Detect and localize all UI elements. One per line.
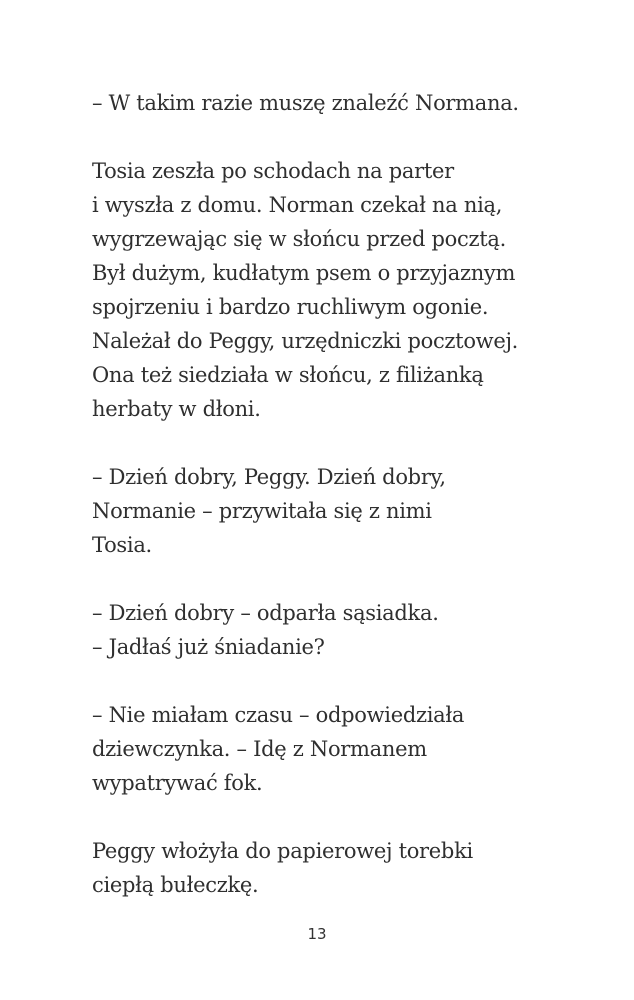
paragraph-6 <box>92 834 562 902</box>
text-line: – Jadłaś już śniadanie? <box>92 635 325 659</box>
paragraph-1 <box>92 86 562 120</box>
text-line: herbaty w dłoni. <box>92 397 261 421</box>
page-text <box>92 86 562 936</box>
text-line: spojrzeniu i bardzo ruchliwym ogonie. <box>92 295 489 319</box>
text-line: Tosia zeszła po schodach na parter <box>92 159 454 183</box>
text-line: Tosia. <box>92 533 152 557</box>
text-line: ciepłą bułeczkę. <box>92 873 259 897</box>
text-line: – Nie miałam czasu – odpowiedziała <box>92 703 465 727</box>
text-line: Należał do Peggy, urzędniczki pocztowej. <box>92 329 519 353</box>
text-line: – Dzień dobry – odparła sąsiadka. <box>92 601 439 625</box>
paragraph-5 <box>92 698 562 800</box>
text-line: Normanie – przywitała się z nimi <box>92 499 432 523</box>
text-line: Ona też siedziała w słońcu, z filiżanką <box>92 363 484 387</box>
text-line: Peggy włożyła do papierowej torebki <box>92 839 473 863</box>
text-line: wygrzewając się w słońcu przed pocztą. <box>92 227 506 251</box>
paragraph-4 <box>92 596 562 664</box>
paragraph-3 <box>92 460 562 562</box>
text-line: i wyszła z domu. Norman czekał na nią, <box>92 193 503 217</box>
page-number: 13 <box>307 925 327 943</box>
text-line: wypatrywać fok. <box>92 771 263 795</box>
text-line: dziewczynka. – Idę z Normanem <box>92 737 427 761</box>
text-line: Był dużym, kudłatym psem o przyjaznym <box>92 261 516 285</box>
paragraph-2 <box>92 154 562 426</box>
text-line: – Dzień dobry, Peggy. Dzień dobry, <box>92 465 446 489</box>
text-line: – W takim razie muszę znaleźć Normana. <box>92 91 519 115</box>
